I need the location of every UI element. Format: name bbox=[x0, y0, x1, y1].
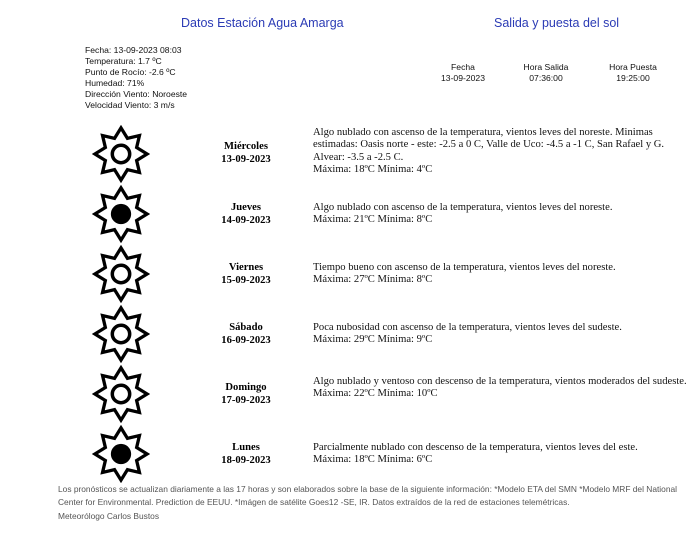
forecast-temps: Máxima: 21ºC Mínima: 8ºC bbox=[313, 214, 433, 226]
forecast-temps: Máxima: 18ºC Mínima: 6ºC bbox=[313, 454, 433, 466]
forecast-summary: Parcialmente nublado con descenso de la temperatura, vientos leves del este. bbox=[313, 442, 638, 453]
sun-core bbox=[112, 385, 129, 402]
forecast-description bbox=[313, 127, 691, 176]
forecast-day bbox=[206, 322, 286, 347]
sun-core bbox=[112, 325, 129, 342]
forecast-row bbox=[0, 247, 700, 305]
sun-filled-icon bbox=[92, 185, 150, 243]
forecast-day-name: Domingo bbox=[225, 382, 267, 393]
forecast-day-date: 15-09-2023 bbox=[221, 274, 271, 286]
forecast-day bbox=[206, 202, 286, 227]
forecast-day-name: Sábado bbox=[229, 322, 263, 333]
footer-author: Meteorólogo Carlos Bustos bbox=[58, 510, 160, 521]
station-wind-direction: Dirección Viento: Noroeste bbox=[85, 88, 188, 99]
forecast-summary: Poca nubosidad con ascenso de la temperatura, vientos leves del sudeste. bbox=[313, 322, 622, 333]
forecast-temps: Máxima: 22ºC Mínima: 10ºC bbox=[313, 388, 438, 400]
footer-sources-text: Los pronósticos se actualizan diariamente a las 17 horas y son elaborados sobre la base de la siguiente información: *Modelo ETA del SMN *Modelo MRF del National Center for Environmental. Prediction de EEUU. *Imágen de satélite Goes12 -SE, IR. Datos extraídos de la red de estaciones telemétricas. bbox=[58, 484, 677, 508]
forecast-row bbox=[0, 127, 700, 185]
forecast-description bbox=[313, 322, 691, 347]
station-dew-point: Punto de Rocío: -2.6 ºC bbox=[85, 66, 176, 77]
sun-core bbox=[112, 265, 129, 282]
forecast-day-date: 14-09-2023 bbox=[221, 214, 271, 226]
station-data-panel bbox=[85, 45, 187, 110]
sun-outline-icon bbox=[92, 305, 150, 363]
forecast-day-name: Lunes bbox=[232, 442, 260, 453]
sun-date-label: Fecha bbox=[451, 62, 475, 72]
station-temperature: Temperatura: 1.7 ºC bbox=[85, 55, 162, 66]
forecast-day bbox=[206, 382, 286, 407]
footer-note bbox=[58, 483, 686, 523]
forecast-day-name: Viernes bbox=[228, 262, 264, 273]
forecast-temps: Máxima: 27ºC Mínima: 8ºC bbox=[313, 274, 433, 286]
sunrise-label: Hora Salida bbox=[523, 62, 569, 72]
forecast-temps: Máxima: 18ºC Mínima: 4ºC bbox=[313, 163, 433, 175]
forecast-summary: Algo nublado con ascenso de la temperatura, vientos leves del noreste. bbox=[313, 202, 613, 213]
sun-date-column bbox=[433, 62, 493, 83]
sunset-column bbox=[603, 62, 663, 83]
forecast-temps: Máxima: 29ºC Mínima: 9ºC bbox=[313, 334, 433, 346]
sunrise-value: 07:36:00 bbox=[529, 72, 563, 83]
forecast-day bbox=[206, 262, 286, 287]
forecast-day-name: Miércoles bbox=[224, 141, 268, 152]
station-date: Fecha: 13-09-2023 08:03 bbox=[85, 45, 182, 55]
sun-outline-icon bbox=[92, 365, 150, 423]
forecast-day-date: 17-09-2023 bbox=[221, 394, 271, 406]
forecast-description bbox=[313, 442, 691, 467]
sun-filled-icon bbox=[92, 425, 150, 483]
sunset-label: Hora Puesta bbox=[609, 62, 657, 72]
sun-date-value: 13-09-2023 bbox=[441, 72, 485, 83]
sunset-value: 19:25:00 bbox=[616, 72, 650, 83]
station-humidity: Humedad: 71% bbox=[85, 77, 145, 88]
station-wind-speed: Velocidad Viento: 3 m/s bbox=[85, 99, 175, 110]
forecast-summary: Algo nublado con ascenso de la temperatura, vientos leves del noreste. Minimas estimadas: Oasis norte - este: -2.5 a 0 C, Valle de Uco: -4.5 a -1 C, San Rafael y G. Alvear: -3.5 a -2.5 C. bbox=[313, 127, 665, 163]
forecast-description bbox=[313, 202, 691, 227]
forecast-row bbox=[0, 367, 700, 425]
forecast-day bbox=[206, 141, 286, 166]
forecast-description bbox=[313, 262, 691, 287]
forecast-day-date: 13-09-2023 bbox=[221, 153, 271, 165]
forecast-row bbox=[0, 187, 700, 245]
sun-core bbox=[112, 145, 129, 162]
sun-core bbox=[111, 204, 131, 224]
sunrise-sunset-title: Salida y puesta del sol bbox=[494, 16, 620, 30]
forecast-summary: Tiempo bueno con ascenso de la temperatura, vientos leves del noreste. bbox=[313, 262, 616, 273]
forecast-day-date: 18-09-2023 bbox=[221, 454, 271, 466]
forecast-day-date: 16-09-2023 bbox=[221, 334, 271, 346]
forecast-day bbox=[206, 442, 286, 467]
forecast-day-name: Jueves bbox=[230, 202, 261, 213]
sunrise-column bbox=[516, 62, 576, 83]
forecast-row bbox=[0, 427, 700, 485]
sun-outline-icon bbox=[92, 125, 150, 183]
forecast-description bbox=[313, 376, 691, 401]
forecast-row bbox=[0, 307, 700, 365]
sun-outline-icon bbox=[92, 245, 150, 303]
forecast-summary: Algo nublado y ventoso con descenso de la temperatura, vientos moderados del sudeste. bbox=[313, 376, 687, 387]
station-data-title: Datos Estación Agua Amarga bbox=[181, 16, 344, 30]
sun-core bbox=[111, 444, 131, 464]
